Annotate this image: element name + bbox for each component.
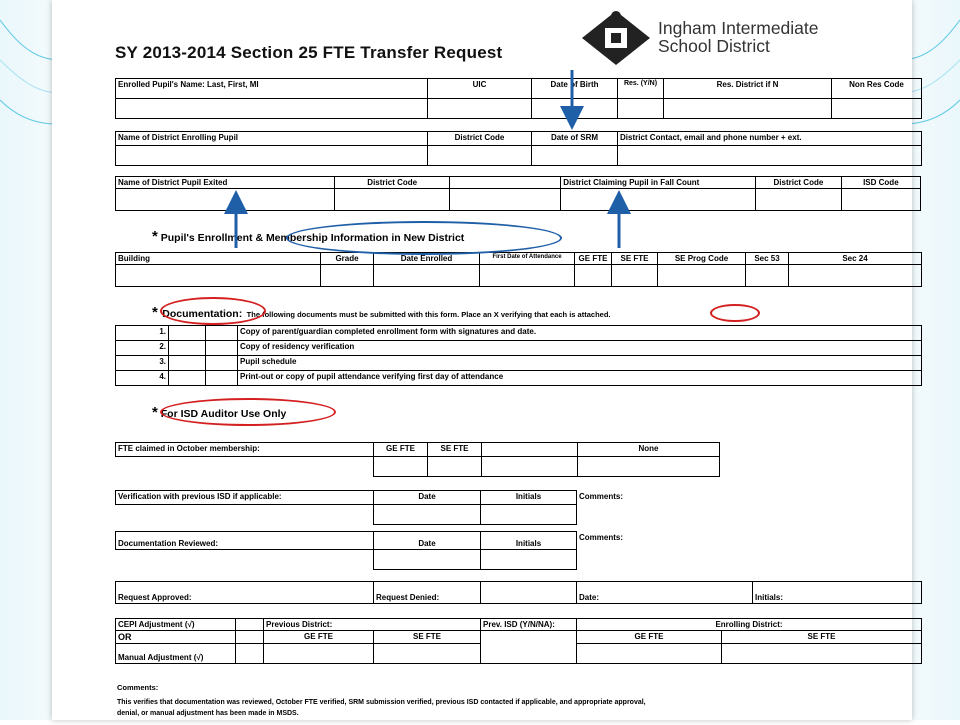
request-denied-label: Request Denied: — [374, 582, 481, 604]
enrollment-section-title: Pupil's Enrollment & Membership Information in New District — [160, 232, 465, 244]
manual-adjustment-label: Manual Adjustment (√) — [116, 644, 236, 664]
se-fte-header: SE FTE — [612, 253, 658, 265]
sec-53-header: Sec 53 — [746, 253, 789, 265]
res-district-header: Res. District if N — [664, 79, 832, 99]
auditor-section-title: For ISD Auditor Use Only — [160, 408, 287, 420]
request-initials-label: Initials: — [753, 582, 922, 604]
doc-reviewed-comments-label: Comments: — [579, 532, 624, 542]
grade-header: Grade — [321, 253, 374, 265]
doc-reviewed-initials-header: Initials — [481, 532, 577, 550]
uic-header: UIC — [428, 79, 532, 99]
res-header: Res. (Y/N) — [618, 79, 664, 99]
ge-fte-header: GE FTE — [575, 253, 612, 265]
fte-se-header: SE FTE — [428, 443, 482, 457]
fte-claimed-label: FTE claimed in October membership: — [116, 443, 374, 457]
isd-code-header: ISD Code — [841, 177, 920, 189]
doc-item-number: 1. — [116, 326, 169, 341]
star-icon: * — [152, 228, 158, 245]
fte-none-header: None — [578, 443, 720, 457]
page-title: SY 2013-2014 Section 25 FTE Transfer Request — [115, 43, 503, 62]
first-attendance-header: First Date of Attendance — [480, 253, 575, 265]
documentation-title: Documentation: — [162, 308, 243, 320]
logo-line-1: Ingham Intermediate — [658, 18, 819, 38]
non-res-code-header: Non Res Code — [832, 79, 922, 99]
verification-comments-label: Comments: — [579, 491, 624, 501]
doc-item-text: Pupil schedule — [238, 356, 922, 371]
enroll-ge-fte-header: GE FTE — [577, 631, 722, 644]
prev-se-fte-header: SE FTE — [374, 631, 481, 644]
doc-item-number: 4. — [116, 371, 169, 386]
building-header: Building — [116, 253, 321, 265]
form-sheet — [52, 0, 912, 720]
doc-reviewed-date-header: Date — [374, 532, 481, 550]
doc-item-text: Copy of parent/guardian completed enrollment form with signatures and date. — [238, 326, 922, 341]
doc-item-number: 3. — [116, 356, 169, 371]
verification-date-header: Date — [374, 491, 481, 505]
srm-date-header: Date of SRM — [532, 132, 618, 146]
star-icon: * — [152, 404, 158, 421]
documentation-note: The following documents must be submitted with this form. Place an X verifying that each is attached. — [246, 310, 611, 319]
prev-ge-fte-header: GE FTE — [264, 631, 374, 644]
or-label: OR — [116, 631, 236, 644]
annotation-arrows — [52, 0, 912, 720]
enrolling-district-header: Name of District Enrolling Pupil — [116, 132, 428, 146]
comments-label: Comments: — [117, 683, 159, 692]
exited-district-header: Name of District Pupil Exited — [116, 177, 335, 189]
footer-text: This verifies that documentation was reviewed, October FTE verified, SRM submission verified, previous ISD contacted if applicable, and appropriate approval, — [117, 699, 646, 706]
verification-initials-header: Initials — [481, 491, 577, 505]
enrolling-district-label: Enrolling District: — [577, 619, 922, 631]
exited-district-code-header: District Code — [335, 177, 450, 189]
claiming-district-code-header: District Code — [756, 177, 842, 189]
previous-district-label: Previous District: — [264, 619, 481, 631]
request-approved-label: Request Approved: — [116, 582, 374, 604]
doc-item-text: Copy of residency verification — [238, 341, 922, 356]
doc-reviewed-label: Documentation Reviewed: — [116, 532, 374, 550]
se-prog-code-header: SE Prog Code — [658, 253, 746, 265]
pupil-name-header: Enrolled Pupil's Name: Last, First, MI — [116, 79, 428, 99]
dob-header: Date of Birth — [532, 79, 618, 99]
request-date-label: Date: — [577, 582, 753, 604]
verification-label: Verification with previous ISD if applicable: — [116, 491, 374, 505]
cepi-adjustment-label: CEPI Adjustment (√) — [116, 619, 236, 631]
doc-item-number: 2. — [116, 341, 169, 356]
district-code-header: District Code — [428, 132, 532, 146]
sec-24-header: Sec 24 — [789, 253, 922, 265]
enroll-se-fte-header: SE FTE — [722, 631, 922, 644]
prev-isd-label: Prev. ISD (Y/N/NA): — [481, 619, 577, 631]
district-contact-header: District Contact, email and phone number + ext. — [618, 132, 922, 146]
date-enrolled-header: Date Enrolled — [374, 253, 480, 265]
claiming-district-header: District Claiming Pupil in Fall Count — [561, 177, 756, 189]
star-icon: * — [152, 304, 158, 321]
fte-ge-header: GE FTE — [374, 443, 428, 457]
doc-item-text: Print-out or copy of pupil attendance verifying first day of attendance — [238, 371, 922, 386]
footer-text-2: denial, or manual adjustment has been made in MSDS. — [117, 710, 299, 717]
logo-line-2: School District — [658, 36, 770, 56]
